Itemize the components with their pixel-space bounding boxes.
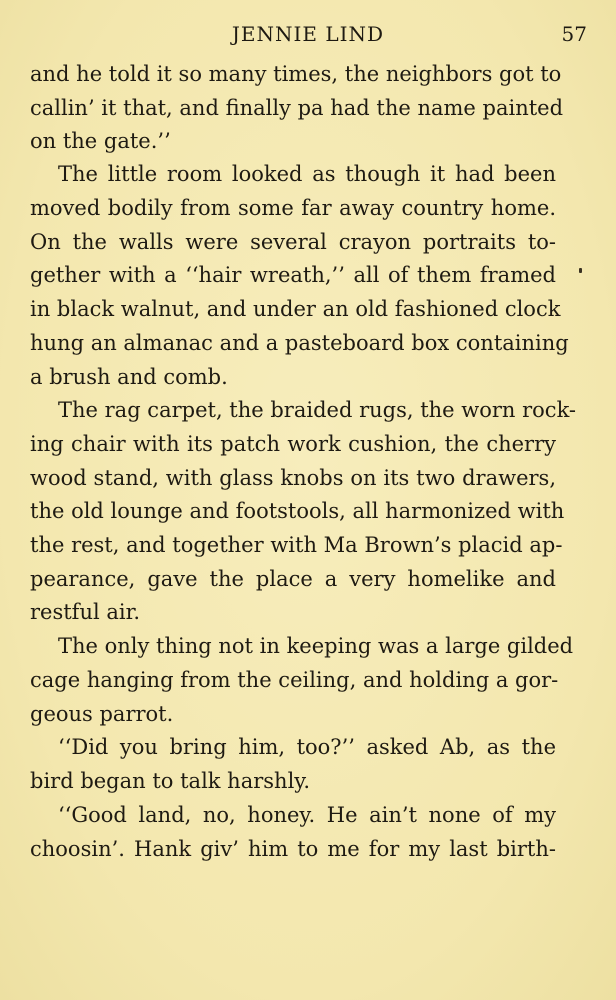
- text-line: The little room looked as though it had been: [58, 162, 556, 186]
- text-line: The rag carpet, the braided rugs, the worn rock-: [58, 398, 577, 422]
- text-line: the rest, and together with Ma Brown’s placid ap-: [30, 533, 563, 557]
- text-line: pearance, gave the place a very homelike and: [30, 567, 556, 591]
- text-line: in black walnut, and under an old fashioned clock: [30, 297, 561, 321]
- text-line: moved bodily from some far away country home.: [30, 196, 556, 220]
- text-line: choosin’. Hank giv’ him to me for my last birth-: [30, 837, 556, 861]
- text-line: ing chair with its patch work cushion, the cherry: [30, 432, 556, 456]
- page-header: [0, 20, 616, 48]
- text-line: cage hanging from the ceiling, and holding a gor-: [30, 668, 559, 692]
- text-line: ‘‘Good land, no, honey. He ain’t none of my: [58, 803, 556, 827]
- text-line: callin’ it that, and finally pa had the name painted: [30, 96, 564, 120]
- text-line: ‘‘Did you bring him, too?’’ asked Ab, as the: [58, 735, 556, 759]
- text-line: the old lounge and footstools, all harmonized with: [30, 499, 565, 523]
- text-line: On the walls were several crayon portraits to-: [30, 230, 556, 254]
- ink-speck: [579, 268, 582, 273]
- text-line: a brush and comb.: [30, 365, 228, 389]
- running-title: JENNIE LIND: [231, 22, 385, 46]
- text-line: on the gate.’’: [30, 129, 171, 153]
- text-line: gether with a ‘‘hair wreath,’’ all of them framed: [30, 263, 556, 287]
- text-line: restful air.: [30, 600, 141, 624]
- text-line: and he told it so many times, the neighbors got to: [30, 62, 562, 86]
- text-line: bird began to talk harshly.: [30, 769, 311, 793]
- page-number: 57: [561, 22, 587, 46]
- text-line: The only thing not in keeping was a large gilded: [58, 634, 574, 658]
- text-line: geous parrot.: [30, 702, 174, 726]
- text-line: hung an almanac and a pasteboard box containing: [30, 331, 569, 355]
- text-line: wood stand, with glass knobs on its two drawers,: [30, 466, 556, 490]
